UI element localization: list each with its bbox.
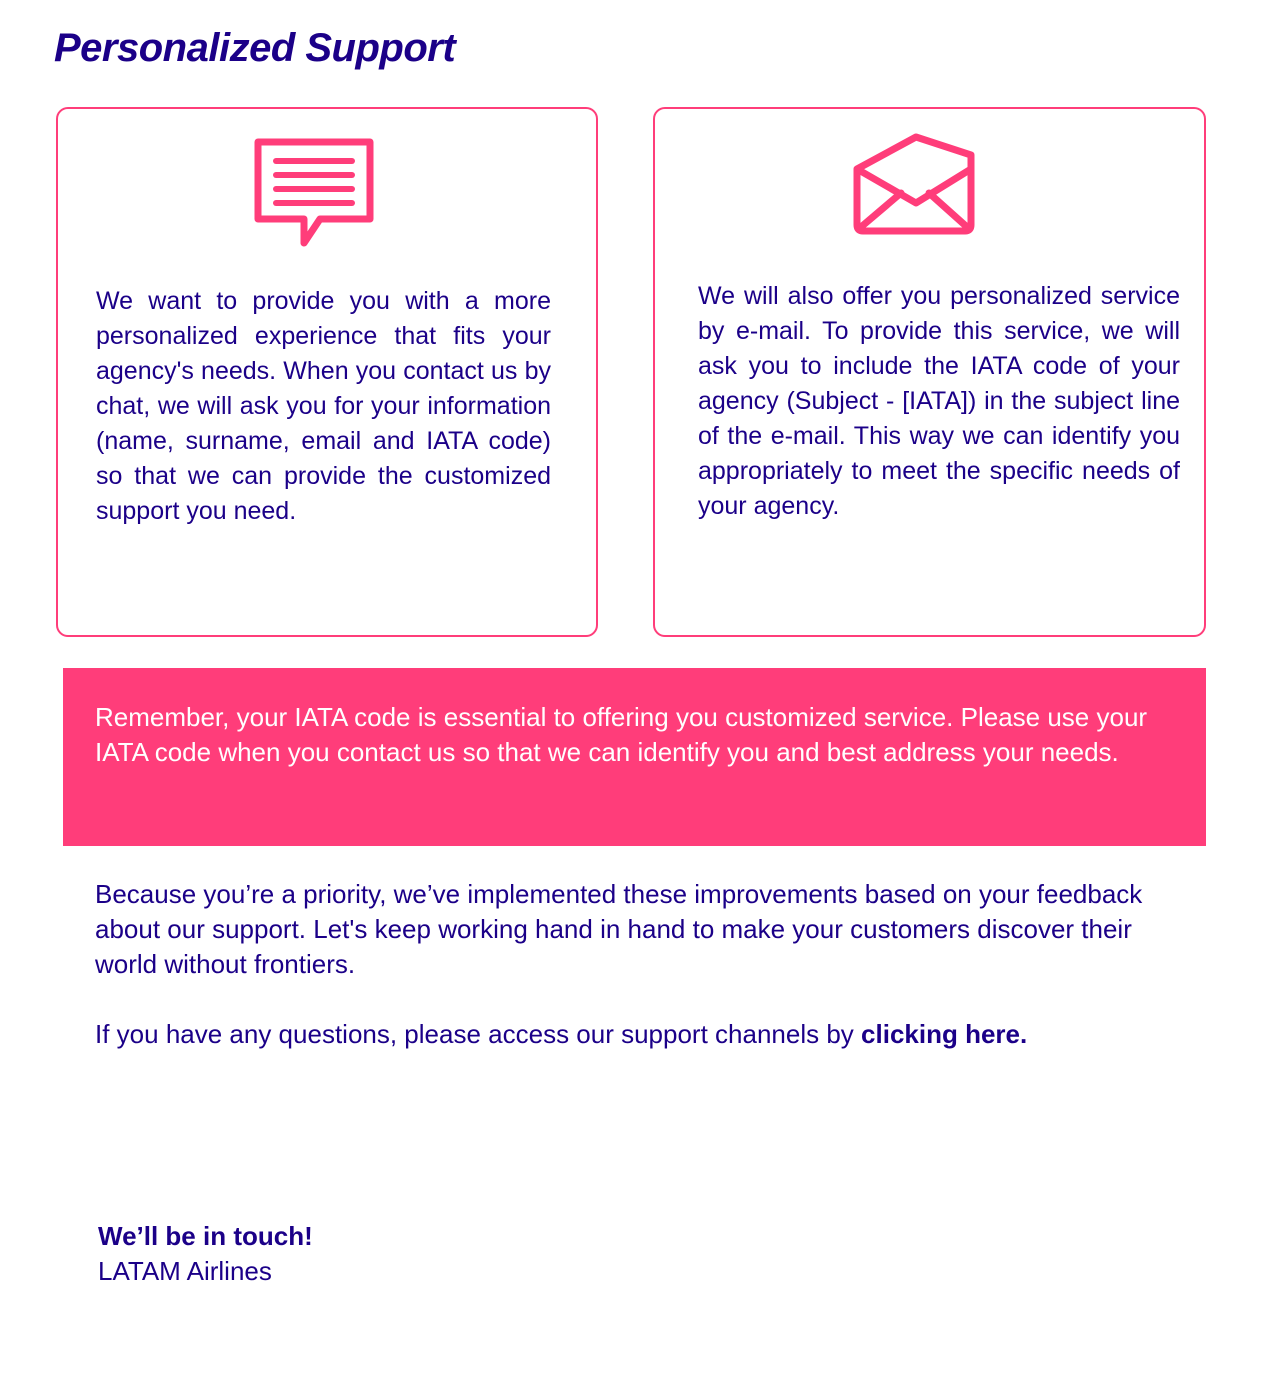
signoff-company: LATAM Airlines [98, 1256, 272, 1286]
chat-support-text: We want to provide you with a more personalized experience that fits your agency's needs. When you contact us by chat, we will ask you for your information (name, surname, email and IATA code) so that we can provide the customized support you need. [96, 287, 551, 525]
chat-support-card [56, 107, 598, 637]
email-support-text: We will also offer you personalized service by e-mail. To provide this service, we will ask you to include the IATA code of your agency (Subject - [IATA]) in the subject line of the e-mail. This way we can identify you appropriately to meet the specific needs of your agency. [698, 282, 1180, 520]
questions-text: If you have any questions, please access our support channels by [95, 1019, 862, 1049]
support-channels-link[interactable]: clicking here. [861, 1019, 1028, 1049]
page-title: Personalized Support [54, 26, 456, 70]
chat-bubble-icon [252, 137, 376, 260]
signoff [98, 1219, 313, 1289]
questions-paragraph [95, 1017, 1175, 1052]
envelope-open-icon [851, 131, 981, 240]
signoff-greeting: We’ll be in touch! [98, 1221, 313, 1251]
feedback-paragraph: Because you’re a priority, we’ve implemented these improvements based on your feedback about our support. Let's keep working hand in hand to make your customers discover their world without frontiers. [95, 879, 1143, 979]
iata-reminder-text: Remember, your IATA code is essential to offering you customized service. Please use your IATA code when you contact us so that we can identify you and best address your needs. [95, 702, 1148, 767]
iata-reminder-banner [63, 668, 1206, 846]
email-support-card [653, 107, 1206, 637]
